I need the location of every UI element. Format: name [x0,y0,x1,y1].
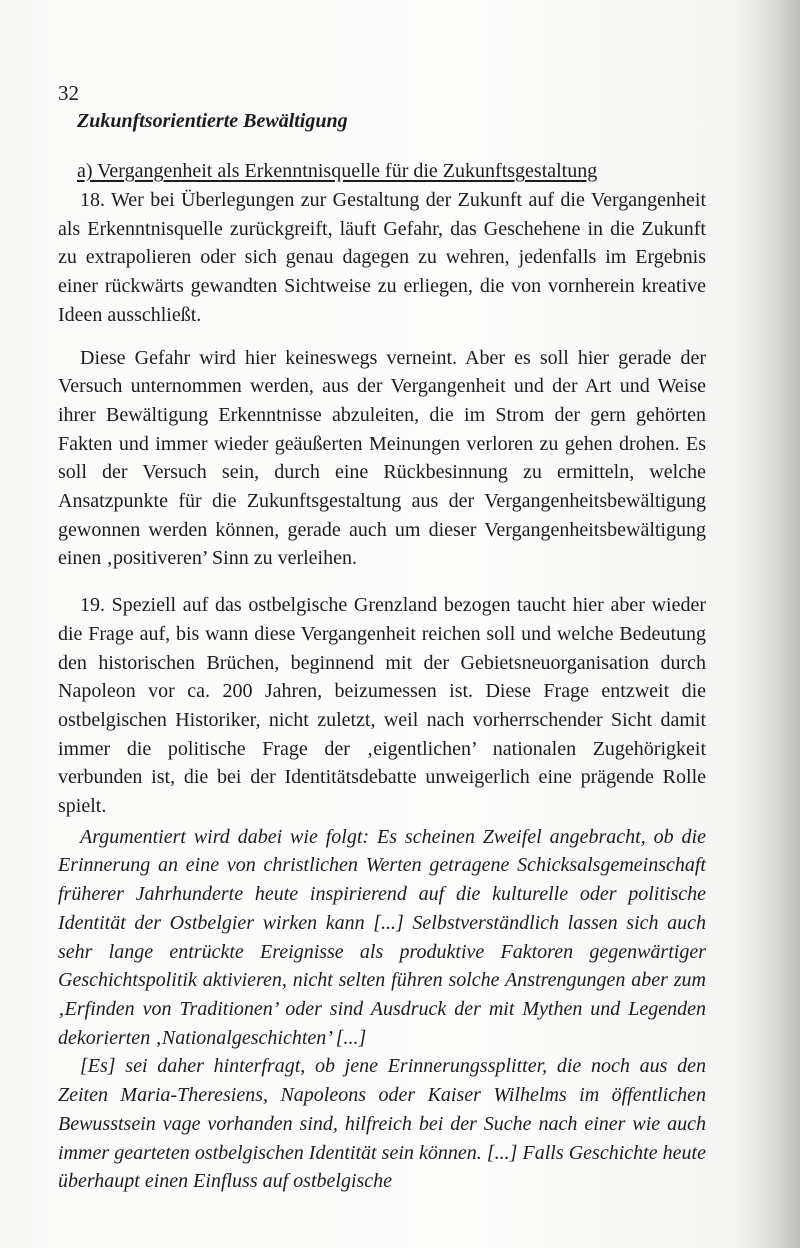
page-number: 32 [58,81,79,105]
quote-paragraph: [Es] sei daher hinterfragt, ob jene Erinnerungssplitter, die noch aus den Zeiten Maria-Theresiens, Napoleons oder Kaiser Wilhelms im öffentlichen Bewusstsein vage vorhanden sind, hilfreich bei der Suche nach einer wie auch immer gearteten ostbelgischen Identität sein können. [...] Falls Geschichte heute überhaupt einen Einfluss auf ostbelgische [58,1055,706,1193]
subsection-title: a) Vergangenheit als Erkenntnisquelle für die Zukunftsgestaltung [77,160,598,182]
text-column [58,80,706,1196]
paragraph-19: 19. Speziell auf das ostbelgische Grenzland bezogen taucht hier aber wieder die Frage auf, bis wann diese Vergangenheit reichen soll und welche Bedeutung den historischen Brüchen, beginnend mit der Gebietsneuorganisation durch Napoleon vor ca. 200 Jahren, beizumessen ist. Diese Frage entzweit die ostbelgischen Historiker, nicht zuletzt, weil nach vorherrschender Sicht damit immer die politische Frage der ‚eigentlichen’ nationalen Zugehörigkeit verbunden ist, die bei der Identitätsdebatte unweigerlich eine prägende Rolle spielt. [58,594,706,818]
paragraph-18: 18. Wer bei Überlegungen zur Gestaltung der Zukunft auf die Vergangenheit als Erkenntnisquelle zurückgreift, läuft Gefahr, das Geschehene in die Zukunft zu extrapolieren oder sich genau dagegen zu wehren, jedenfalls im Ergebnis einer rückwärts gewandten Sichtweise zu erliegen, die von vornherein kreative Ideen ausschließt. [58,189,706,326]
quote-paragraph: Argumentiert wird dabei wie folgt: Es scheinen Zweifel angebracht, ob die Erinnerung an eine von christlichen Werten getragene Schicksalsgemeinschaft früherer Jahrhunderte heute inspirierend auf die kulturelle oder politische Identität der Ostbelgier wirken kann [...] Selbstverständlich lassen sich auch sehr lange entrückte Ereignisse als produktive Faktoren gegenwärtiger Geschichtspolitik aktivieren, nicht selten führen solche Anstrengungen aber zum ‚Erfinden von Traditionen’ oder sind Ausdruck der mit Mythen und Legenden dekorierten ‚Nationalgeschichten’ [...] [58,825,706,1049]
paragraph-danger: Diese Gefahr wird hier keineswegs verneint. Aber es soll hier gerade der Versuch unternommen werden, aus der Vergangenheit und der Art und Weise ihrer Bewältigung Erkenntnisse abzuleiten, die im Strom der gern gehörten Fakten und immer wieder geäußerten Meinungen verloren zu gehen drohen. Es soll der Versuch sein, durch eine Rückbesinnung zu ermitteln, welche Ansatzpunkte für die Zukunftsgestaltung aus der Vergangenheitsbewältigung gewonnen werden können, gerade auch um dieser Vergangenheitsbewältigung einen ‚positiveren’ Sinn zu verleihen. [58,346,706,570]
section-title: Zukunftsorientierte Bewältigung [77,110,348,132]
